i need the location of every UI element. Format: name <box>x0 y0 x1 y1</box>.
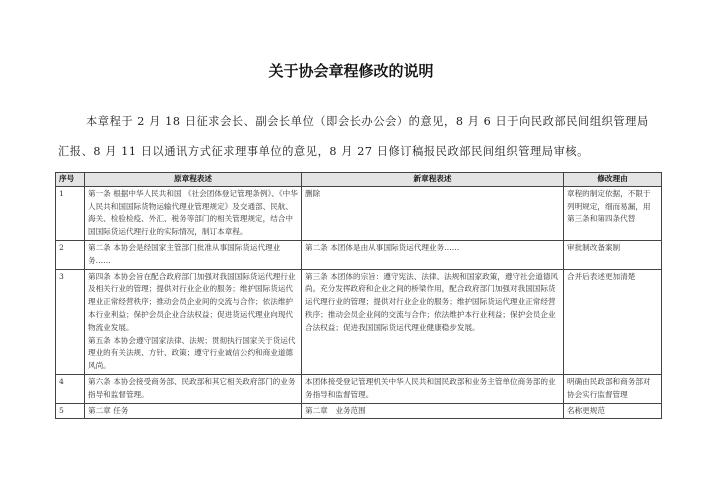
reason-cell: 名称更规范 <box>564 403 662 419</box>
amendment-table <box>55 172 662 419</box>
new-text-cell <box>302 186 564 240</box>
table-header-row <box>56 173 662 187</box>
new-clause: 本团体接受登记管理机关中华人民共和国民政部和业务主管单位商务部的业务指导和监督管理。 <box>305 376 556 399</box>
table-row <box>56 403 662 419</box>
original-text-cell <box>85 240 302 269</box>
header-original-text: 原章程表述 <box>85 173 302 187</box>
original-text-cell <box>85 186 302 240</box>
row-number: 3 <box>56 269 85 374</box>
original-clause: 第五条 本协会遵守国家法律、法规；贯彻执行国家关于货运代理业的有关法规、方针、政策；遵守行业诚信公约和商业道德风尚。 <box>88 335 296 371</box>
table-row <box>56 240 662 269</box>
new-text-cell <box>302 269 564 374</box>
new-clause: 删除 <box>305 188 321 198</box>
header-new-text: 新章程表述 <box>302 173 564 187</box>
new-clause: 第三条 本团体的宗旨：遵守宪法、法律、法规和国家政策，遵守社会道德风尚。充分发挥政府和企业之间的桥梁作用，配合政府部门加强对我国国际货运代理行业的管理；提供对行业企业的服务；维护国际货运代理业正常经营秩序；推动会员企业间的交流与合作；依法维护本行业利益；保护会员企业合法权益；促进我国国际货运代理业健康稳步发展。 <box>305 271 559 332</box>
row-number: 2 <box>56 240 85 269</box>
document-title: 关于协会章程修改的说明 <box>268 62 434 80</box>
original-text-cell <box>85 403 302 419</box>
row-number: 5 <box>56 403 85 419</box>
new-text-cell <box>302 374 564 403</box>
header-reason: 修改理由 <box>564 173 662 187</box>
table-row <box>56 186 662 240</box>
new-text-cell <box>302 403 564 419</box>
table-row <box>56 269 662 374</box>
intro-paragraph: 本章程于 2 月 18 日征求会长、副会长单位（即会长办公会）的意见，8 月 6 日于向民政部民间组织管理局汇报、8 月 11 日以通讯方式征求理事单位的意见，8 月 27 日修订稿报民政部民间组织管理局审核。 <box>58 115 649 158</box>
original-text-cell <box>85 269 302 374</box>
original-text-cell <box>85 374 302 403</box>
table-row <box>56 374 662 403</box>
reason-cell: 明确由民政部和商务部对协会实行监督管理 <box>564 374 662 403</box>
new-clause: 第二章 业务范围 <box>305 405 366 415</box>
row-number: 1 <box>56 186 85 240</box>
reason-cell: 审批制改备案制 <box>564 240 662 269</box>
new-clause: 第二条 本团体是由从事国际货运代理业务…… <box>305 242 460 252</box>
reason-cell: 章程的制定依据，不限于列明规定，细而易漏，用第三条和第四条代替 <box>564 186 662 240</box>
original-clause: 第六条 本协会接受商务部、民政部和其它相关政府部门的业务指导和监督管理。 <box>88 376 296 399</box>
header-number: 序号 <box>56 173 85 187</box>
original-clause: 第四条 本协会旨在配合政府部门加强对我国国际货运代理行业及相关行业的管理；提供对行业企业的服务；维护国际货运代理业正常经营秩序；推动会员企业间的交流与合作；依法维护本行业利益；保护会员企业合法权益；促进货运代理业向现代物流业发展。 <box>88 271 296 332</box>
reason-cell: 合并后表述更加清楚 <box>564 269 662 374</box>
new-text-cell <box>302 240 564 269</box>
original-clause: 第二条 本协会是经国家主管部门批准从事国际货运代理业务…… <box>88 242 281 265</box>
original-clause: 第一条 根据中华人民共和国 《社会团体登记管理条例》、《中华人民共和国国际货物运输代理业管理规定》及交通部、民航、海关、检验检疫、外汇、税务等部门的相关管理规定，结合中国国际货运代理行业的实际情况，制订本章程。 <box>88 188 298 237</box>
original-clause: 第二章 任务 <box>88 405 129 415</box>
row-number: 4 <box>56 374 85 403</box>
